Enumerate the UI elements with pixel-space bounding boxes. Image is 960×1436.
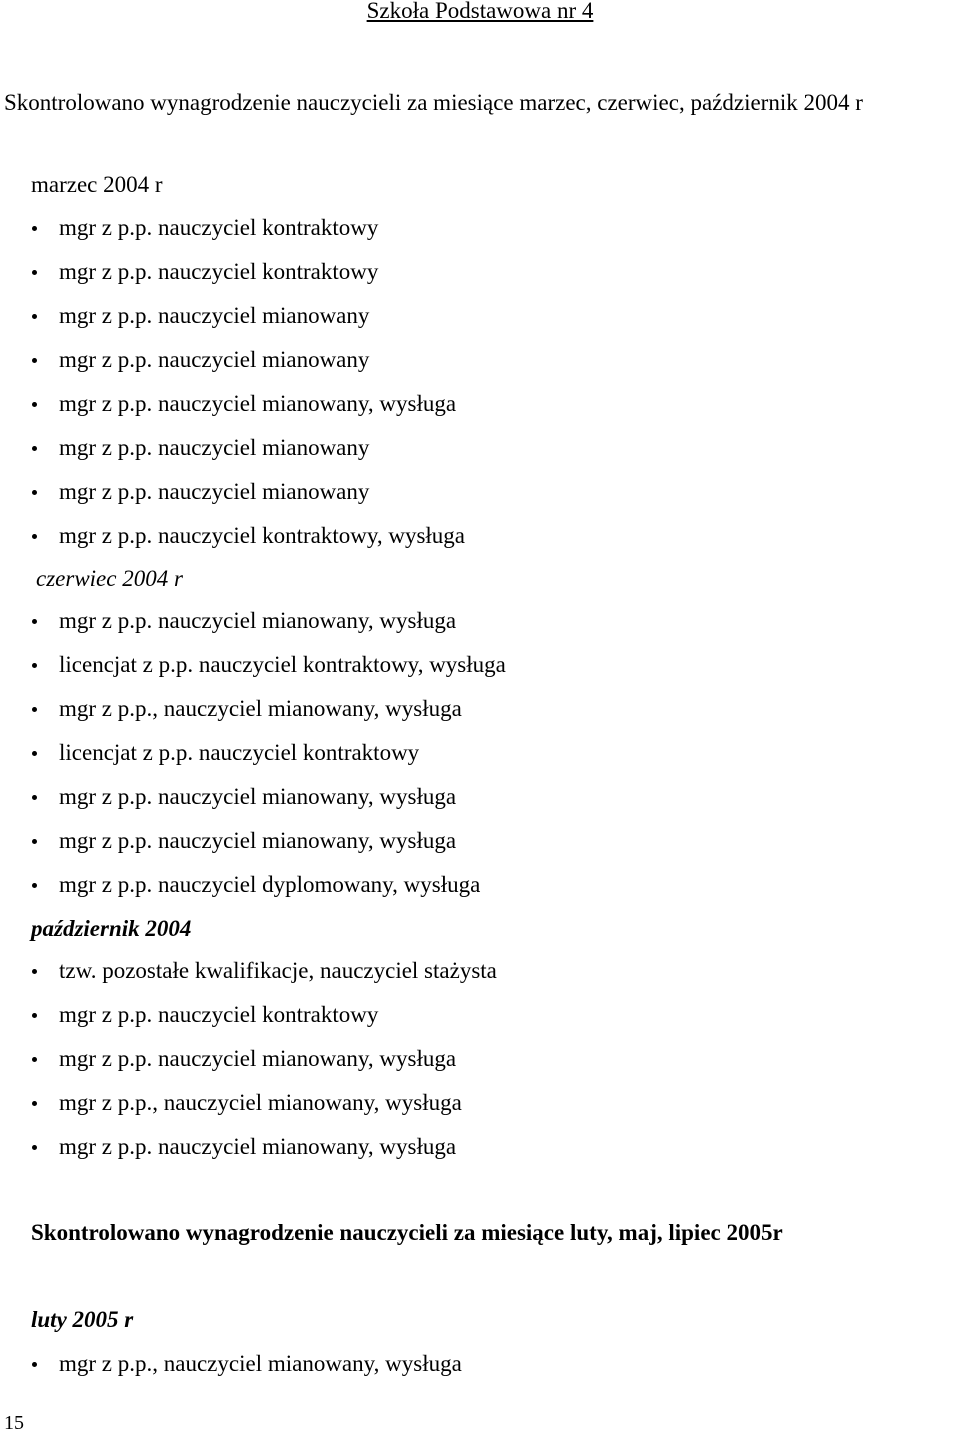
bullet-icon bbox=[32, 795, 37, 800]
bullet-icon bbox=[32, 446, 37, 451]
bullet-icon bbox=[32, 1101, 37, 1106]
list-item: mgr z p.p. nauczyciel mianowany bbox=[0, 346, 940, 390]
bullet-icon bbox=[32, 1057, 37, 1062]
list-item: mgr z p.p. nauczyciel mianowany, wysługa bbox=[0, 607, 940, 651]
list-pazdziernik bbox=[0, 957, 940, 1177]
bullet-icon bbox=[32, 270, 37, 275]
list-marzec bbox=[0, 214, 940, 566]
list-item: mgr z p.p. nauczyciel kontraktowy, wysługa bbox=[0, 522, 940, 566]
bullet-icon bbox=[32, 751, 37, 756]
bullet-icon bbox=[32, 226, 37, 231]
bullet-icon bbox=[32, 1362, 37, 1367]
bullet-icon bbox=[32, 839, 37, 844]
list-item: mgr z p.p. nauczyciel mianowany, wysługa bbox=[0, 827, 940, 871]
list-luty bbox=[0, 1350, 940, 1394]
bullet-icon bbox=[32, 883, 37, 888]
second-heading: Skontrolowano wynagrodzenie nauczycieli za miesiące luty, maj, lipiec 2005r bbox=[31, 1220, 783, 1245]
bullet-icon bbox=[32, 358, 37, 363]
list-item: mgr z p.p. nauczyciel kontraktowy bbox=[0, 214, 940, 258]
list-item: licencjat z p.p. nauczyciel kontraktowy, wysługa bbox=[0, 651, 940, 695]
list-item: mgr z p.p., nauczyciel mianowany, wysługa bbox=[0, 1089, 940, 1133]
bullet-icon bbox=[32, 1145, 37, 1150]
bullet-icon bbox=[32, 707, 37, 712]
list-item: mgr z p.p. nauczyciel kontraktowy bbox=[0, 258, 940, 302]
list-item: mgr z p.p., nauczyciel mianowany, wysługa bbox=[0, 695, 940, 739]
list-item: mgr z p.p. nauczyciel mianowany, wysługa bbox=[0, 783, 940, 827]
list-item: mgr z p.p. nauczyciel mianowany, wysługa bbox=[0, 1045, 940, 1089]
list-item: mgr z p.p. nauczyciel mianowany bbox=[0, 434, 940, 478]
bullet-icon bbox=[32, 1013, 37, 1018]
bullet-icon bbox=[32, 314, 37, 319]
bullet-icon bbox=[32, 490, 37, 495]
bullet-icon bbox=[32, 969, 37, 974]
page-number: 15 bbox=[4, 1412, 24, 1434]
list-czerwiec bbox=[0, 607, 940, 915]
list-item: mgr z p.p., nauczyciel mianowany, wysługa bbox=[0, 1350, 940, 1394]
section-heading-czerwiec: czerwiec 2004 r bbox=[36, 566, 183, 591]
list-item: mgr z p.p. nauczyciel mianowany, wysługa bbox=[0, 1133, 940, 1177]
bullet-icon bbox=[32, 534, 37, 539]
section-heading-marzec: marzec 2004 r bbox=[31, 172, 163, 197]
bullet-icon bbox=[32, 663, 37, 668]
document-title: Szkoła Podstawowa nr 4 bbox=[366, 0, 594, 23]
list-item: mgr z p.p. nauczyciel kontraktowy bbox=[0, 1001, 940, 1045]
intro-paragraph: Skontrolowano wynagrodzenie nauczycieli za miesiące marzec, czerwiec, październik 2004 r bbox=[4, 90, 863, 115]
section-heading-luty: luty 2005 r bbox=[31, 1307, 134, 1332]
list-item: mgr z p.p. nauczyciel mianowany bbox=[0, 302, 940, 346]
section-heading-pazdziernik: październik 2004 bbox=[31, 916, 192, 941]
list-item: mgr z p.p. nauczyciel mianowany bbox=[0, 478, 940, 522]
list-item: licencjat z p.p. nauczyciel kontraktowy bbox=[0, 739, 940, 783]
list-item: tzw. pozostałe kwalifikacje, nauczyciel stażysta bbox=[0, 957, 940, 1001]
bullet-icon bbox=[32, 619, 37, 624]
list-item: mgr z p.p. nauczyciel mianowany, wysługa bbox=[0, 390, 940, 434]
list-item: mgr z p.p. nauczyciel dyplomowany, wysługa bbox=[0, 871, 940, 915]
bullet-icon bbox=[32, 402, 37, 407]
